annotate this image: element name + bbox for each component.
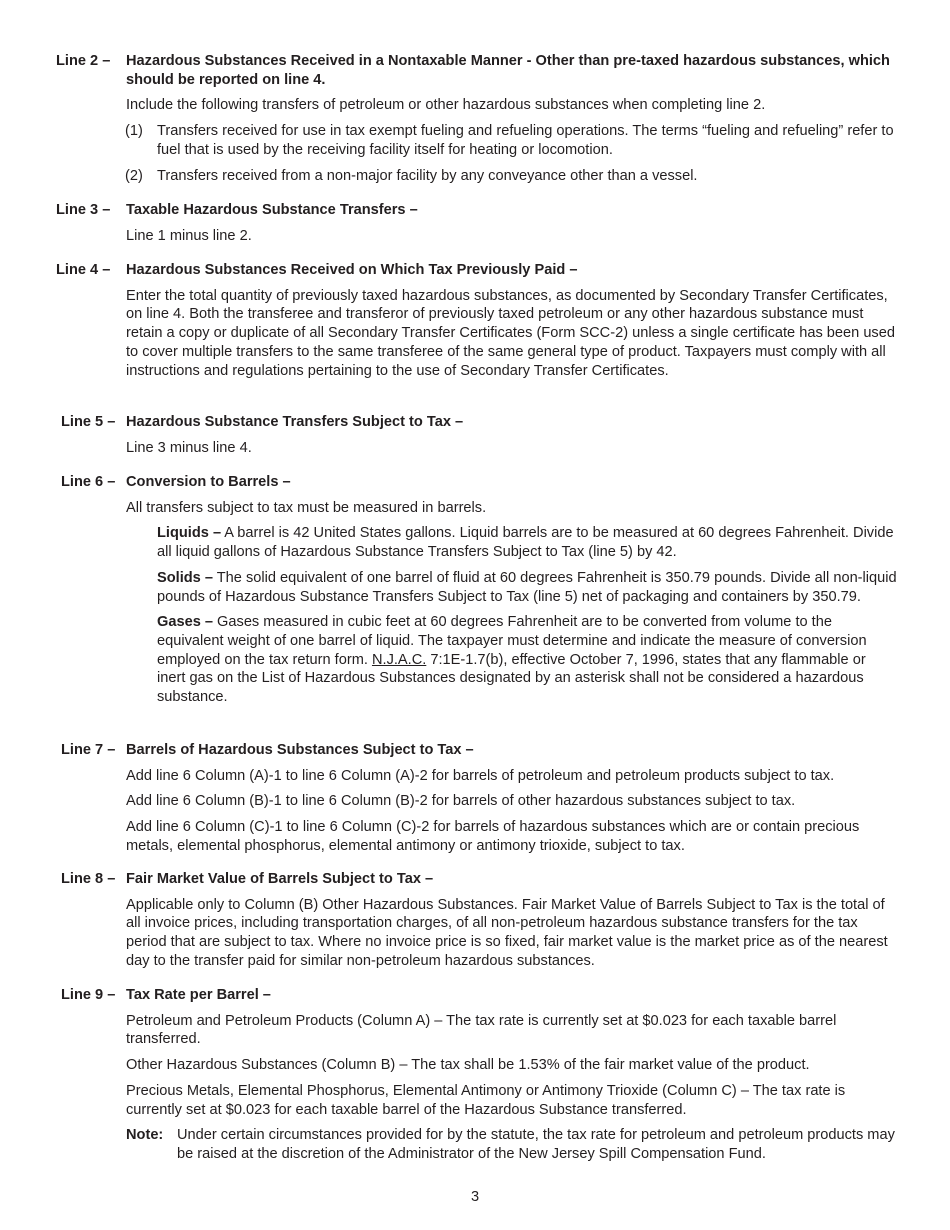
liquids-term: Liquids –	[157, 525, 222, 542]
line-5-heading	[0, 413, 950, 432]
page-number: 3	[470, 1189, 480, 1205]
line-2-label: Line 2 –	[56, 53, 111, 69]
gases-paragraph	[157, 613, 897, 707]
line-5-label: Line 5 –	[61, 414, 116, 430]
line-9-title: Tax Rate per Barrel –	[126, 987, 271, 1003]
line-3-title: Taxable Hazardous Substance Transfers –	[126, 202, 418, 218]
line-2-title: Hazardous Substances Received in a Nontaxable Manner - Other than pre-taxed hazardous substances, which should be reported on line 4.	[126, 53, 890, 88]
list-item-text: Transfers received from a non-major facility by any conveyance other than a vessel.	[157, 167, 698, 184]
njac-citation: N.J.A.C.	[371, 651, 427, 668]
line-8-label: Line 8 –	[61, 871, 116, 887]
gases-text-after: 7:1E-1.7(b), effective October 7, 1996, states that any flammable or inert gas on the List of Hazardous Substances designated by an asterisk shall not be considered a hazardous substance.	[157, 651, 866, 706]
line-7-paragraph-c: Add line 6 Column (C)-1 to line 6 Column (C)-2 for barrels of hazardous substances which are or contain precious metals, elemental phosphorus, elemental antimony or antimony trioxide, subject to tax.	[126, 819, 860, 854]
list-item	[125, 122, 897, 159]
line-6-intro: All transfers subject to tax must be measured in barrels.	[126, 499, 487, 516]
line-4-label: Line 4 –	[56, 262, 111, 278]
line-2-section	[0, 52, 950, 185]
line-9-heading	[0, 986, 950, 1005]
line-8-title: Fair Market Value of Barrels Subject to Tax –	[126, 871, 434, 887]
line-8-section	[0, 870, 950, 971]
line-6-title: Conversion to Barrels –	[126, 474, 291, 490]
line-4-text: Enter the total quantity of previously taxed hazardous substances, as documented by Secondary Transfer Certificates, on line 4. Both the transferee and transferor of previously taxed petroleum or any other hazardous substance must retain a copy or duplicate of all Secondary Transfer Certificates (Form SCC-2) unless a single certificate has been used to cover multiple transfers to the same transferee of the same general type of product. Taxpayers must comply with all instructions and regulations pertaining to the use of Secondary Transfer Certificates.	[126, 287, 895, 379]
line-9-paragraph-b: Other Hazardous Substances (Column B) – The tax shall be 1.53% of the fair market value of the product.	[126, 1057, 810, 1074]
gases-text-before: Gases measured in cubic feet at 60 degrees Fahrenheit are to be converted from volume to the equivalent weight of one barrel of liquid. The taxpayer must determine and indicate the measure of conversion employed on the tax return form.	[157, 614, 867, 668]
line-7-heading	[0, 741, 950, 760]
line-2-heading	[0, 52, 950, 89]
line-7-paragraph-a: Add line 6 Column (A)-1 to line 6 Column (A)-2 for barrels of petroleum and petroleum products subject to tax.	[126, 767, 835, 784]
solids-text: The solid equivalent of one barrel of fluid at 60 degrees Fahrenheit is 350.79 pounds. Divide all non-liquid pounds of Hazardous Substance Transfers Subject to Tax (line 5) net of packaging and containers by 350.79.	[157, 569, 897, 605]
note-label: Note:	[126, 1127, 164, 1144]
line-9-paragraph-c: Precious Metals, Elemental Phosphorus, Elemental Antimony or Antimony Trioxide (Column C) – The tax rate is currently set at $0.023 for each taxable barrel of the Hazardous Substance transferred.	[126, 1082, 846, 1118]
line-4-heading	[0, 261, 950, 280]
list-item-marker: (2)	[125, 167, 143, 184]
line-3-heading	[0, 201, 950, 220]
liquids-text: A barrel is 42 United States gallons. Liquid barrels are to be measured at 60 degrees Fahrenheit. Divide all liquid gallons of Hazardous Substance Transfers Subject to Tax (line 5) by 42.	[157, 525, 894, 561]
line-5-text: Line 3 minus line 4.	[126, 439, 252, 456]
line-7-section	[0, 741, 950, 856]
line-5-title: Hazardous Substance Transfers Subject to Tax –	[126, 414, 464, 430]
list-item-marker: (1)	[125, 123, 143, 140]
list-item	[125, 167, 897, 186]
line-9-label: Line 9 –	[61, 987, 116, 1003]
line-5-section	[0, 413, 950, 457]
line-3-section	[0, 201, 950, 245]
gases-term: Gases –	[157, 614, 213, 631]
list-item-text: Transfers received for use in tax exempt fueling and refueling operations. The terms “fueling and refueling” refer to fuel that is used by the receiving facility itself for heating or locomotion.	[157, 123, 894, 158]
tax-rate-note	[126, 1126, 897, 1163]
solids-paragraph	[157, 569, 897, 606]
line-6-label: Line 6 –	[61, 474, 116, 490]
line-7-label: Line 7 –	[61, 742, 116, 758]
line-7-title: Barrels of Hazardous Substances Subject to Tax –	[126, 742, 474, 758]
note-text: Under certain circumstances provided for by the statute, the tax rate for petroleum and petroleum products may be raised at the discretion of the Administrator of the New Jersey Spill Compensation Fund.	[177, 1127, 895, 1162]
line-3-text: Line 1 minus line 2.	[126, 227, 252, 244]
line-8-heading	[0, 870, 950, 889]
line-2-intro: Include the following transfers of petroleum or other hazardous substances when completing line 2.	[126, 97, 766, 114]
solids-term: Solids –	[157, 569, 213, 586]
line-9-section	[0, 986, 950, 1164]
line-8-text: Applicable only to Column (B) Other Hazardous Substances. Fair Market Value of Barrels Subject to Tax is the total of all invoice prices, including transportation charges, of all non-petroleum hazardous substance transfers for the tax period that are subject to tax. Where no invoice price is so fixed, fair market value is the market price as of the nearest day to the transfer paid for similar non-petroleum hazardous substances.	[126, 896, 888, 969]
liquids-paragraph	[157, 524, 897, 561]
line-3-label: Line 3 –	[56, 202, 111, 218]
line-6-heading	[0, 473, 950, 492]
line-7-paragraph-b: Add line 6 Column (B)-1 to line 6 Column (B)-2 for barrels of other hazardous substances subject to tax.	[126, 793, 796, 810]
line-6-section	[0, 473, 950, 707]
line-9-paragraph-a: Petroleum and Petroleum Products (Column A) – The tax rate is currently set at $0.023 for each taxable barrel transferred.	[126, 1012, 837, 1048]
line-4-title: Hazardous Substances Received on Which Tax Previously Paid –	[126, 262, 578, 278]
line-4-section	[0, 261, 950, 380]
